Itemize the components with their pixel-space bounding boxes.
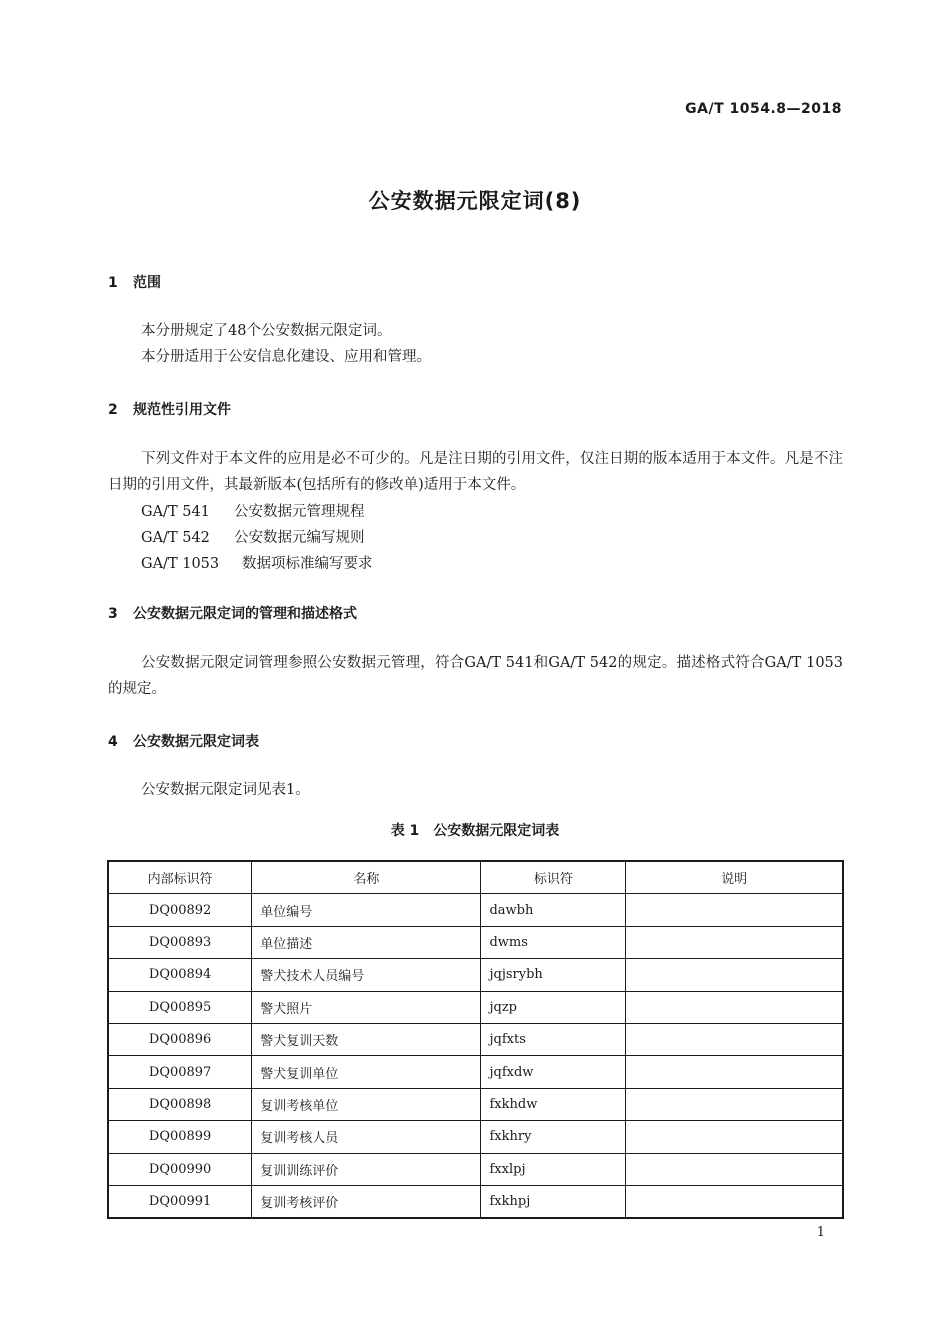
cell-internal-id: DQ00892 — [108, 894, 252, 926]
table-row — [108, 1056, 843, 1088]
section-title: 规范性引用文件 — [133, 402, 231, 418]
cell-note — [626, 1121, 843, 1153]
cell-note — [626, 1056, 843, 1088]
cell-internal-id: DQ00898 — [108, 1088, 252, 1120]
column-header-note: 说明 — [626, 861, 843, 894]
cell-internal-id: DQ00897 — [108, 1056, 252, 1088]
cell-internal-id: DQ00991 — [108, 1185, 252, 1218]
cell-name: 警犬复训天数 — [252, 1023, 481, 1055]
cell-name: 复训考核单位 — [252, 1088, 481, 1120]
cell-internal-id: DQ00894 — [108, 959, 252, 991]
cell-note — [626, 894, 843, 926]
cell-internal-id: DQ00990 — [108, 1153, 252, 1185]
table-header-row — [108, 861, 843, 894]
cell-note — [626, 926, 843, 958]
cell-internal-id: DQ00895 — [108, 991, 252, 1023]
reference-name: 公安数据元管理规程 — [234, 504, 365, 520]
section-3-heading — [108, 603, 357, 623]
section-4-heading — [108, 731, 259, 751]
cell-internal-id: DQ00899 — [108, 1121, 252, 1153]
section-1-paragraph-2: 本分册适用于公安信息化建设、应用和管理。 — [141, 349, 431, 365]
cell-name: 复训训练评价 — [252, 1153, 481, 1185]
column-header-identifier: 标识符 — [481, 861, 626, 894]
reference-name: 公安数据元编写规则 — [234, 530, 365, 546]
cell-identifier: jqzp — [481, 991, 626, 1023]
section-number: 2 — [108, 402, 118, 418]
cell-note — [626, 1088, 843, 1120]
cell-name: 复训考核人员 — [252, 1121, 481, 1153]
cell-internal-id: DQ00893 — [108, 926, 252, 958]
cell-identifier: fxxlpj — [481, 1153, 626, 1185]
cell-identifier: jqfxdw — [481, 1056, 626, 1088]
cell-name: 复训考核评价 — [252, 1185, 481, 1218]
cell-name: 警犬复训单位 — [252, 1056, 481, 1088]
table-row — [108, 991, 843, 1023]
section-number: 1 — [108, 275, 118, 291]
section-title: 公安数据元限定词表 — [133, 734, 259, 750]
cell-identifier: fxkhdw — [481, 1088, 626, 1120]
table-row — [108, 894, 843, 926]
cell-note — [626, 1185, 843, 1218]
section-4-paragraph: 公安数据元限定词见表1。 — [141, 782, 310, 798]
cell-identifier: fxkhry — [481, 1121, 626, 1153]
section-1-heading — [108, 272, 161, 292]
cell-note — [626, 1153, 843, 1185]
cell-identifier: jqfxts — [481, 1023, 626, 1055]
cell-identifier: dawbh — [481, 894, 626, 926]
table-row — [108, 1121, 843, 1153]
qualifier-table — [107, 860, 844, 1219]
cell-internal-id: DQ00896 — [108, 1023, 252, 1055]
reference-name: 数据项标准编写要求 — [242, 556, 373, 572]
cell-name: 警犬技术人员编号 — [252, 959, 481, 991]
cell-name: 单位编号 — [252, 894, 481, 926]
table-row — [108, 1185, 843, 1218]
cell-note — [626, 959, 843, 991]
cell-name: 警犬照片 — [252, 991, 481, 1023]
cell-identifier: fxkhpj — [481, 1185, 626, 1218]
cell-identifier: dwms — [481, 926, 626, 958]
table-row — [108, 1153, 843, 1185]
section-2-heading — [108, 399, 231, 419]
table-row — [108, 1088, 843, 1120]
table-row — [108, 1023, 843, 1055]
section-3-paragraph: 公安数据元限定词管理参照公安数据元管理，符合GA/T 541和GA/T 542的规定。描述格式符合GA/T 1053的规定。 — [108, 655, 843, 697]
table-row — [108, 959, 843, 991]
cell-note — [626, 991, 843, 1023]
column-header-name: 名称 — [252, 861, 481, 894]
cell-name: 单位描述 — [252, 926, 481, 958]
reference-item — [141, 526, 365, 547]
reference-item — [141, 552, 373, 573]
cell-note — [626, 1023, 843, 1055]
standard-code: GA/T 1054.8—2018 — [685, 101, 842, 117]
reference-code: GA/T 1053 — [141, 556, 220, 572]
section-number: 3 — [108, 606, 118, 622]
document-title: 公安数据元限定词(8) — [368, 189, 582, 213]
section-title: 范围 — [133, 275, 161, 291]
reference-code: GA/T 541 — [141, 504, 210, 520]
section-1-paragraph-1: 本分册规定了48个公安数据元限定词。 — [141, 323, 392, 339]
column-header-internal-id: 内部标识符 — [108, 861, 252, 894]
section-title: 公安数据元限定词的管理和描述格式 — [133, 606, 357, 622]
section-2-paragraph: 下列文件对于本文件的应用是必不可少的。凡是注日期的引用文件，仅注日期的版本适用于本文件。凡是不注日期的引用文件，其最新版本(包括所有的修改单)适用于本文件。 — [108, 451, 843, 493]
page-number: 1 — [816, 1225, 825, 1240]
table-caption: 表 1 公安数据元限定词表 — [390, 823, 560, 839]
table-row — [108, 926, 843, 958]
cell-identifier: jqjsrybh — [481, 959, 626, 991]
reference-item — [141, 500, 365, 521]
reference-code: GA/T 542 — [141, 530, 210, 546]
section-number: 4 — [108, 734, 118, 750]
